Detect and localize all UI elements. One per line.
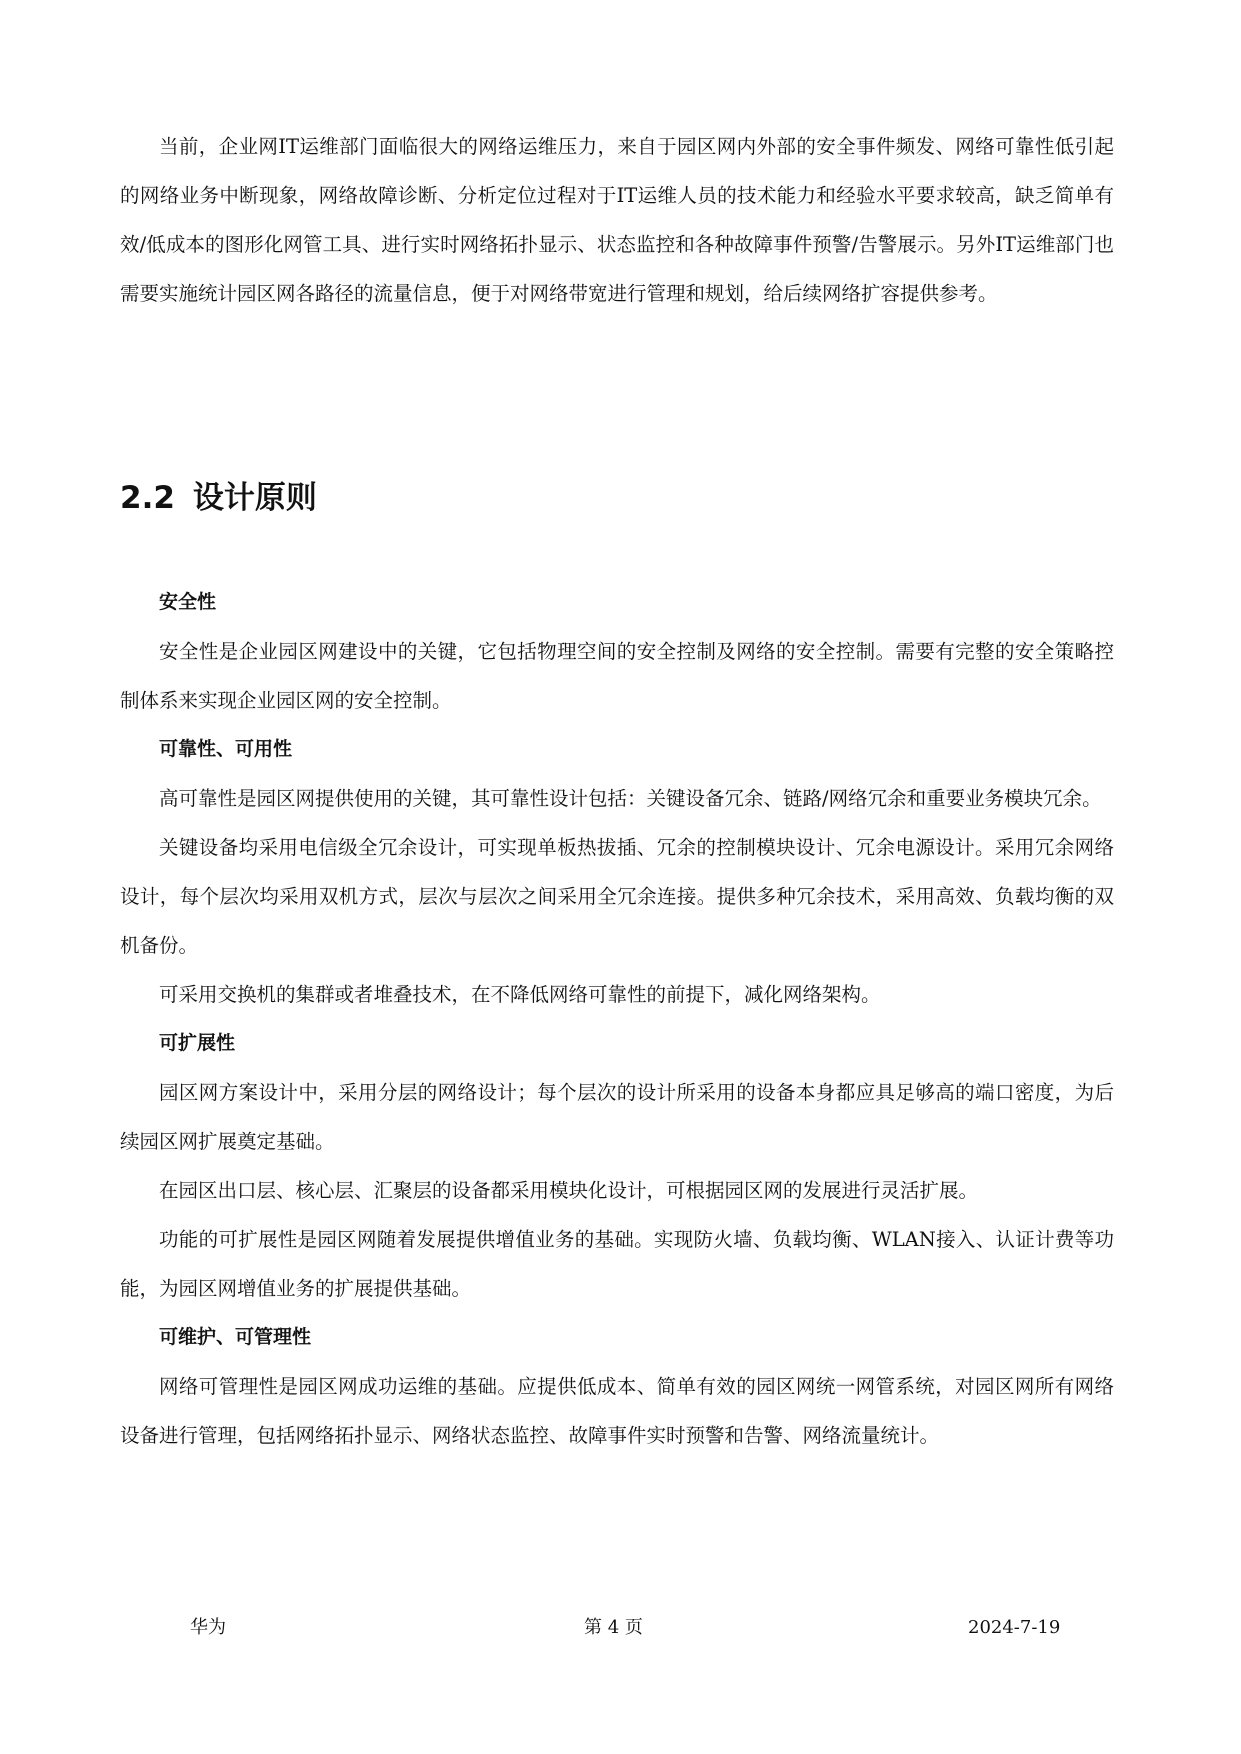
page-footer: [0, 1613, 1241, 1643]
principle-manageability: [120, 1313, 1114, 1460]
paragraph: 园区网方案设计中，采用分层的网络设计；每个层次的设计所采用的设备本身都应具足够高的端口密度，为后续园区网扩展奠定基础。: [120, 1081, 1114, 1153]
paragraph: 关键设备均采用电信级全冗余设计，可实现单板热拔插、冗余的控制模块设计、冗余电源设计。采用冗余网络设计，每个层次均采用双机方式，层次与层次之间采用全冗余连接。提供多种冗余技术，采用高效、负载均衡的双机备份。: [120, 836, 1114, 957]
principle-security: [120, 578, 1114, 725]
subheading: 可靠性、可用性: [159, 738, 293, 760]
paragraph: 功能的可扩展性是园区网随着发展提供增值业务的基础。实现防火墙、负载均衡、WLAN接入、认证计费等功能，为园区网增值业务的扩展提供基础。: [120, 1228, 1114, 1300]
principle-scalability: [120, 1019, 1114, 1313]
intro-block: [120, 122, 1114, 318]
intro-paragraph: 当前，企业网IT运维部门面临很大的网络运维压力，来自于园区网内外部的安全事件频发、网络可靠性低引起的网络业务中断现象，网络故障诊断、分析定位过程对于IT运维人员的技术能力和经验水平要求较高，缺乏简单有效/低成本的图形化网管工具、进行实时网络拓扑显示、状态监控和各种故障事件预警/告警展示。另外IT运维部门也需要实施统计园区网各路径的流量信息，便于对网络带宽进行管理和规划，给后续网络扩容提供参考。: [120, 135, 1114, 305]
subheading: 可扩展性: [159, 1032, 236, 1054]
section-heading: [120, 478, 317, 518]
paragraph: 可采用交换机的集群或者堆叠技术，在不降低网络可靠性的前提下，减化网络架构。: [159, 983, 881, 1006]
paragraph: 高可靠性是园区网提供使用的关键，其可靠性设计包括：关键设备冗余、链路/网络冗余和重要业务模块冗余。: [159, 787, 1102, 810]
subheading: 可维护、可管理性: [159, 1326, 312, 1348]
paragraph: 在园区出口层、核心层、汇聚层的设备都采用模块化设计，可根据园区网的发展进行灵活扩展。: [159, 1179, 979, 1202]
section-number: 2.2: [120, 480, 175, 516]
design-principles: [120, 578, 1114, 1460]
subheading: 安全性: [159, 591, 217, 613]
paragraph: 网络可管理性是园区网成功运维的基础。应提供低成本、简单有效的园区网统一网管系统，对园区网所有网络设备进行管理，包括网络拓扑显示、网络状态监控、故障事件实时预警和告警、网络流量统计。: [120, 1375, 1114, 1447]
paragraph: 安全性是企业园区网建设中的关键，它包括物理空间的安全控制及网络的安全控制。需要有完整的安全策略控制体系来实现企业园区网的安全控制。: [120, 640, 1114, 712]
footer-page-number: 第 4 页: [584, 1617, 643, 1638]
footer-date: 2024-7-19: [968, 1617, 1061, 1638]
section-title: 设计原则: [192, 480, 317, 516]
principle-reliability: [120, 725, 1114, 1019]
footer-company: 华为: [190, 1617, 226, 1638]
